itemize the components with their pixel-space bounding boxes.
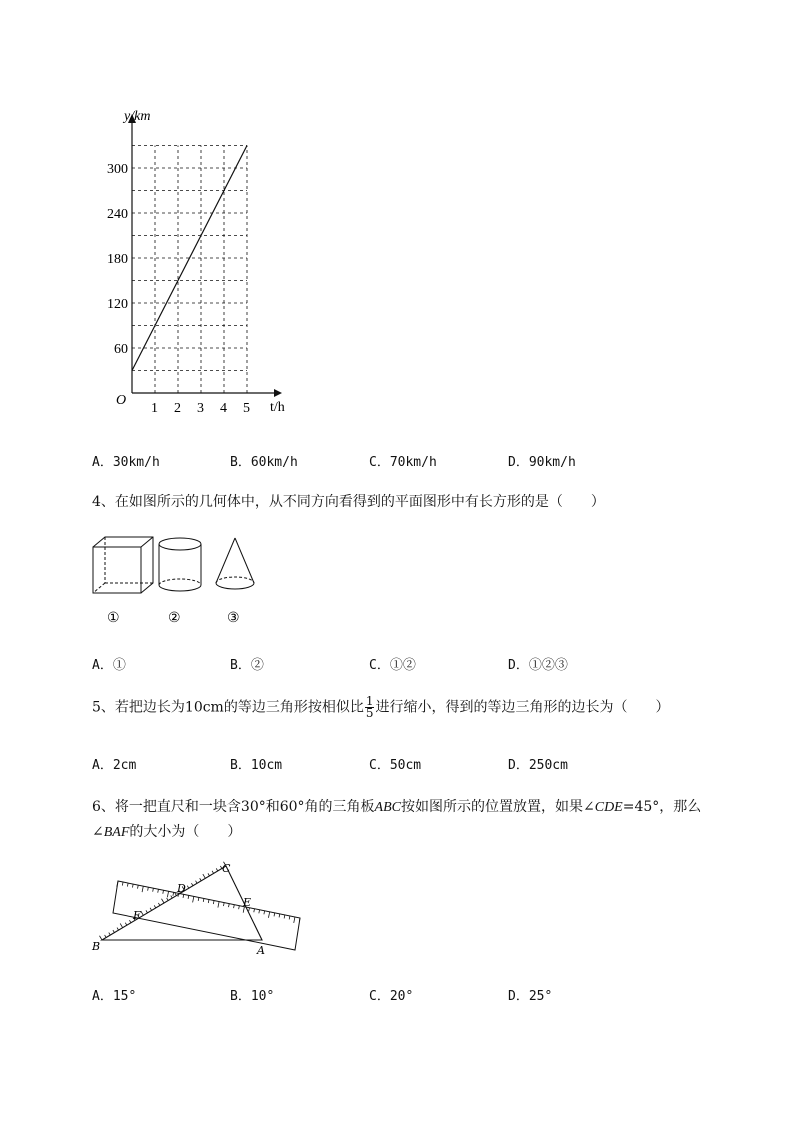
q3-option-a[interactable] <box>92 451 160 470</box>
q6-option-a[interactable] <box>92 985 136 1004</box>
y-tick-label: 120 <box>107 297 128 312</box>
point-label-f: F <box>133 909 141 922</box>
fraction-numerator: 1 <box>365 694 374 708</box>
cube-shape <box>93 537 153 593</box>
distance-time-graph <box>0 0 320 430</box>
option-letter: C． <box>369 658 390 673</box>
fraction-denominator: 5 <box>365 706 374 720</box>
q6-text: 的大小为（ ） <box>129 824 242 840</box>
option-letter: D． <box>508 989 529 1004</box>
angle-name: BAF <box>103 825 130 840</box>
option-text: 30km/h <box>112 455 160 470</box>
q6-option-c[interactable] <box>369 985 413 1004</box>
option-text: 10° <box>250 989 275 1004</box>
q6-stem-line2 <box>92 821 241 841</box>
option-letter: B． <box>230 455 251 470</box>
cylinder-shape <box>159 538 201 591</box>
q4-option-b[interactable] <box>230 654 264 673</box>
y-tick-label: 300 <box>107 162 128 177</box>
x-tick-label: 5 <box>243 401 250 416</box>
x-tick-label: 3 <box>197 401 204 416</box>
q5-option-d[interactable] <box>508 754 568 773</box>
option-text: 25° <box>528 989 553 1004</box>
option-text: ①② <box>389 658 416 673</box>
q4-stem: 4、在如图所示的几何体中，从不同方向看得到的平面图形中有长方形的是（ ） <box>92 494 605 510</box>
option-letter: D． <box>508 455 529 470</box>
q6-option-d[interactable] <box>508 985 552 1004</box>
option-text: 10cm <box>250 758 283 773</box>
shape-label-3: ③ <box>227 610 240 626</box>
option-text: 2cm <box>112 758 137 773</box>
q6-option-b[interactable] <box>230 985 274 1004</box>
option-text: 250cm <box>528 758 568 773</box>
q3-option-d[interactable] <box>508 451 576 470</box>
angle-name: CDE <box>594 800 623 815</box>
option-letter: A． <box>92 989 113 1004</box>
option-text: 90km/h <box>528 455 576 470</box>
option-text: ① <box>112 658 126 673</box>
y-tick-label: 180 <box>107 252 128 267</box>
y-tick-label: 60 <box>114 342 128 357</box>
shape-label-1: ① <box>107 610 120 626</box>
q4-option-c[interactable] <box>369 654 416 673</box>
option-text: 15° <box>112 989 137 1004</box>
point-label-a: A <box>257 944 265 957</box>
option-text: 70km/h <box>389 455 437 470</box>
option-letter: C． <box>369 989 390 1004</box>
q4-solids-figure <box>85 535 255 630</box>
q5-fraction <box>365 696 375 719</box>
q5-option-a[interactable] <box>92 754 136 773</box>
cone-shape <box>216 538 254 589</box>
option-text: 50cm <box>389 758 422 773</box>
shape-label-2: ② <box>168 610 181 626</box>
origin-label: O <box>116 393 127 408</box>
q6-text: 按如图所示的位置放置，如果∠ <box>401 799 595 815</box>
q5-option-b[interactable] <box>230 754 282 773</box>
option-letter: A． <box>92 658 113 673</box>
option-text: 20° <box>389 989 414 1004</box>
triangle-name: ABC <box>374 800 401 815</box>
q5-option-c[interactable] <box>369 754 421 773</box>
q3-option-b[interactable] <box>230 451 298 470</box>
option-text: ①②③ <box>528 658 568 673</box>
graph-grid <box>132 146 247 394</box>
q4-option-a[interactable] <box>92 654 126 673</box>
y-axis-label: y/km <box>124 109 151 124</box>
point-label-d: D <box>177 882 186 895</box>
q6-text: 6、将一把直尺和一块含30°和60°角的三角板 <box>92 799 375 815</box>
x-tick-label: 2 <box>174 401 181 416</box>
q3-option-c[interactable] <box>369 451 437 470</box>
point-label-e: E <box>243 896 252 909</box>
graph-axes <box>128 114 282 397</box>
option-letter: D． <box>508 658 529 673</box>
x-tick-label: 1 <box>151 401 158 416</box>
q6-text: ∠ <box>92 824 104 840</box>
option-letter: B． <box>230 758 251 773</box>
q4-option-d[interactable] <box>508 654 568 673</box>
option-letter: B． <box>230 989 251 1004</box>
q5-stem-before: 5、若把边长为10cm的等边三角形按相似比 <box>92 699 364 716</box>
point-label-c: C <box>222 862 231 875</box>
x-tick-label: 4 <box>220 401 227 416</box>
option-text: ② <box>250 658 264 673</box>
q5-stem-after: 进行缩小，得到的等边三角形的边长为（ ） <box>375 699 670 716</box>
q5-stem <box>92 696 669 719</box>
option-letter: A． <box>92 758 113 773</box>
option-text: 60km/h <box>250 455 298 470</box>
option-letter: C． <box>369 758 390 773</box>
q6-stem-line1 <box>92 796 701 816</box>
x-axis-label: t/h <box>270 400 285 415</box>
q6-text: =45°，那么 <box>622 799 702 815</box>
option-letter: C． <box>369 455 390 470</box>
option-letter: A． <box>92 455 113 470</box>
y-tick-label: 240 <box>107 207 128 222</box>
option-letter: D． <box>508 758 529 773</box>
ruler-triangle-figure <box>85 855 315 965</box>
point-label-b: B <box>92 940 101 953</box>
option-letter: B． <box>230 658 251 673</box>
